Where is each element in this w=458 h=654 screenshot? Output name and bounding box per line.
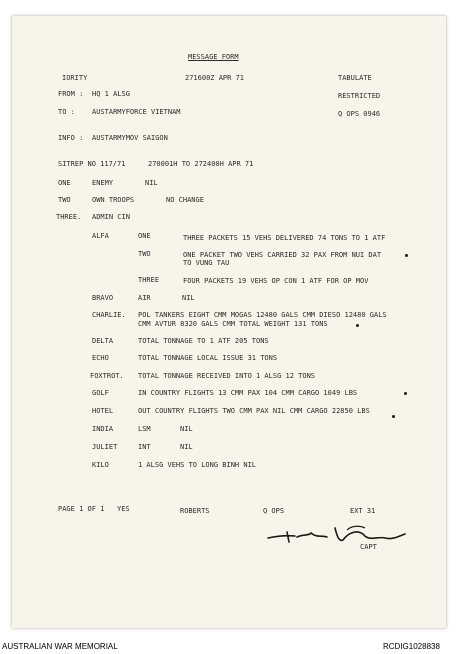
charlie-line-1: POL TANKERS EIGHT CMM MOGAS 12480 GALS CMM DIESO 12480 GALS — [138, 311, 387, 319]
ink-dot — [392, 415, 395, 418]
hotel-text: OUT COUNTRY FLIGHTS TWO CMM PAX NIL CMM CARGO 22850 LBS — [138, 407, 370, 415]
to-value: AUSTARMYFORCE VIETNAM — [92, 108, 181, 116]
bravo-item: AIR — [138, 294, 151, 302]
tabulate-label: TABULATE — [338, 74, 372, 82]
section-two-item: OWN TROOPS — [92, 196, 135, 204]
bravo-value: NIL — [182, 294, 195, 302]
info-value: AUSTARMYMOV SAIGON — [92, 134, 168, 142]
info-label: INFO : — [58, 134, 84, 142]
juliet-item: INT — [138, 443, 151, 451]
foxtrot-label: FOXTROT. — [90, 372, 124, 380]
section-three-item: ADMIN CIN — [92, 213, 130, 221]
alfa-label: ALFA — [92, 232, 109, 240]
to-label: TO : — [58, 108, 75, 116]
hotel-label: HOTEL — [92, 407, 114, 415]
delta-label: DELTA — [92, 337, 114, 345]
archive-caption-right: RCDIG1028838 — [383, 642, 440, 651]
date-time-group: 271600Z APR 71 — [185, 74, 245, 82]
charlie-label: CHARLIE. — [92, 311, 126, 319]
india-value: NIL — [180, 425, 193, 433]
alfa-two-text-1: ONE PACKET TWO VEHS CARRIED 32 PAX FROM NUI DAT — [183, 251, 382, 259]
golf-label: GOLF — [92, 389, 109, 397]
alfa-one-label: ONE — [138, 232, 151, 240]
foxtrot-text: TOTAL TONNAGE RECEIVED INTO 1 ALSG 12 TONS — [138, 372, 316, 380]
page-count: PAGE 1 OF 1 — [58, 505, 105, 513]
charlie-line-2: CMM AVTUR 8320 GALS CMM TOTAL WEIGHT 131 TONS — [138, 320, 328, 328]
golf-text: IN COUNTRY FLIGHTS 13 CMM PAX 104 CMM CARGO 1049 LBS — [138, 389, 358, 397]
alfa-two-label: TWO — [138, 250, 151, 258]
kilo-label: KILO — [92, 461, 109, 469]
bravo-label: BRAVO — [92, 294, 114, 302]
section-one-value: NIL — [145, 179, 158, 187]
restricted-label: RESTRICTED — [338, 92, 381, 100]
signature-icon — [265, 522, 415, 552]
juliet-value: NIL — [180, 443, 193, 451]
sitrep-number: SITREP NO 117/71 — [58, 160, 126, 168]
from-label: FROM : — [58, 90, 84, 98]
section-one-item: ENEMY — [92, 179, 114, 187]
delta-text: TOTAL TONNAGE TO 1 ATF 205 TONS — [138, 337, 269, 345]
form-title: MESSAGE FORM — [188, 53, 239, 61]
india-item: LSM — [138, 425, 151, 433]
yes-mark: YES — [117, 505, 130, 513]
alfa-two-text-2: TO VUNG TAU — [183, 259, 230, 267]
reference-number: Q OPS 0946 — [338, 110, 381, 118]
priority-label: IORITY — [62, 74, 88, 82]
echo-text: TOTAL TONNAGE LOCAL ISSUE 31 TONS — [138, 354, 278, 362]
alfa-three-label: THREE — [138, 276, 160, 284]
sitrep-period: 270001H TO 272400H APR 71 — [148, 160, 254, 168]
alfa-three-text: FOUR PACKETS 19 VEHS OP CON 1 ATF FOR OP MOV — [183, 277, 369, 285]
section-two-value: NO CHANGE — [166, 196, 204, 204]
kilo-text: 1 ALSG VEHS TO LONG BINH NIL — [138, 461, 257, 469]
section-one-label: ONE — [58, 179, 71, 187]
originator-branch: Q OPS — [263, 507, 285, 515]
section-two-label: TWO — [58, 196, 71, 204]
archive-caption-left: AUSTRALIAN WAR MEMORIAL — [2, 642, 118, 651]
signatory-rank: CAPT — [360, 543, 377, 551]
alfa-one-text: THREE PACKETS 15 VEHS DELIVERED 74 TONS TO 1 ATF — [183, 234, 386, 242]
originator-name: ROBERTS — [180, 507, 210, 515]
ink-dot — [356, 324, 359, 327]
ink-dot — [404, 392, 407, 395]
extension-number: EXT 31 — [350, 507, 376, 515]
section-three-label: THREE. — [56, 213, 82, 221]
from-value: HQ 1 ALSG — [92, 90, 130, 98]
ink-dot — [405, 254, 408, 257]
juliet-label: JULIET — [92, 443, 118, 451]
india-label: INDIA — [92, 425, 114, 433]
echo-label: ECHO — [92, 354, 109, 362]
